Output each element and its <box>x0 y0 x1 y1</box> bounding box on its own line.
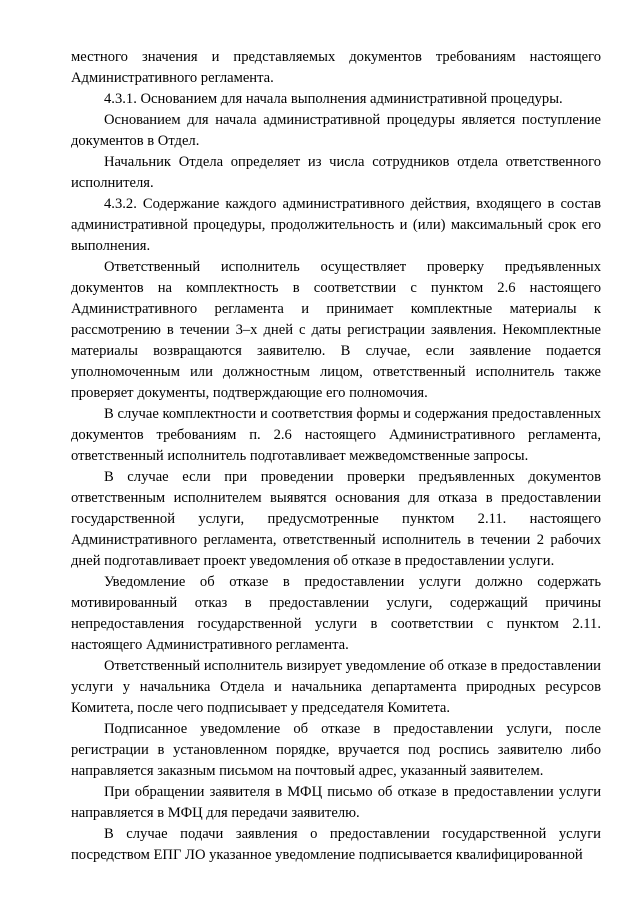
paragraph-refusal-content: Уведомление об отказе в предоставлении услуги должно содержать мотивированный отказ в предоставлении услуги, содержащий причины непредоставления государственной услуги в соответствии с пунктом 2.11. настоящего Административного регламента. <box>71 574 601 653</box>
paragraph-executor-assignment: Начальник Отдела определяет из числа сотрудников отдела ответственного исполнителя. <box>71 154 601 191</box>
paragraph-completeness-check: Ответственный исполнитель осуществляет проверку предъявленных документов на комплектность в соответствии с пунктом 2.6 настоящего Административного регламента и принимает комплектные материалы к рассмотрению в течении 3–х дней с даты регистрации заявления. Некомплектные материалы возвращаются заявителю. В случае, если заявление подается уполномоченным или должностным лицом, ответственный исполнитель также проверяет документы, подтверждающие его полномочия. <box>71 259 601 401</box>
paragraph-basis: Основанием для начала административной процедуры является поступление документов в Отдел. <box>71 112 601 149</box>
paragraph-refusal-approval: Ответственный исполнитель визирует уведомление об отказе в предоставлении услуги у начальника Отдела и начальника департамента природных ресурсов Комитета, после чего подписывает у председателя Комитета. <box>71 658 601 716</box>
paragraph-continuation: местного значения и представляемых документов требованиям настоящего Административного регламента. <box>71 49 601 86</box>
paragraph-section-4-3-1-heading: 4.3.1. Основанием для начала выполнения административной процедуры. <box>104 91 563 107</box>
paragraph-mfc-delivery: При обращении заявителя в МФЦ письмо об отказе в предоставлении услуги направляется в МФЦ для передачи заявителю. <box>71 784 601 821</box>
paragraph-section-4-3-2-heading: 4.3.2. Содержание каждого административного действия, входящего в состав административной процедуры, продолжительность и (или) максимальный срок его выполнения. <box>71 196 601 254</box>
paragraph-refusal-grounds: В случае если при проведении проверки предъявленных документов ответственным исполнителем выявятся основания для отказа в предоставлении государственной услуги, предусмотренные пунктом 2.11. настоящего Административного регламента, ответственный исполнитель в течении 2 рабочих дней подготавливает проект уведомления об отказе в предоставлении услуги. <box>71 469 601 569</box>
paragraph-epg-signature: В случае подачи заявления о предоставлении государственной услуги посредством ЕПГ ЛО указанное уведомление подписывается квалифицированной <box>71 826 601 863</box>
document-page <box>71 47 601 866</box>
paragraph-interagency-requests: В случае комплектности и соответствия формы и содержания предоставленных документов требованиям п. 2.6 настоящего Административного регламента, ответственный исполнитель подготавливает межведомственные запросы. <box>71 406 601 464</box>
paragraph-refusal-delivery: Подписанное уведомление об отказе в предоставлении услуги, после регистрации в установленном порядке, вручается под роспись заявителю либо направляется заказным письмом на почтовый адрес, указанный заявителем. <box>71 721 601 779</box>
